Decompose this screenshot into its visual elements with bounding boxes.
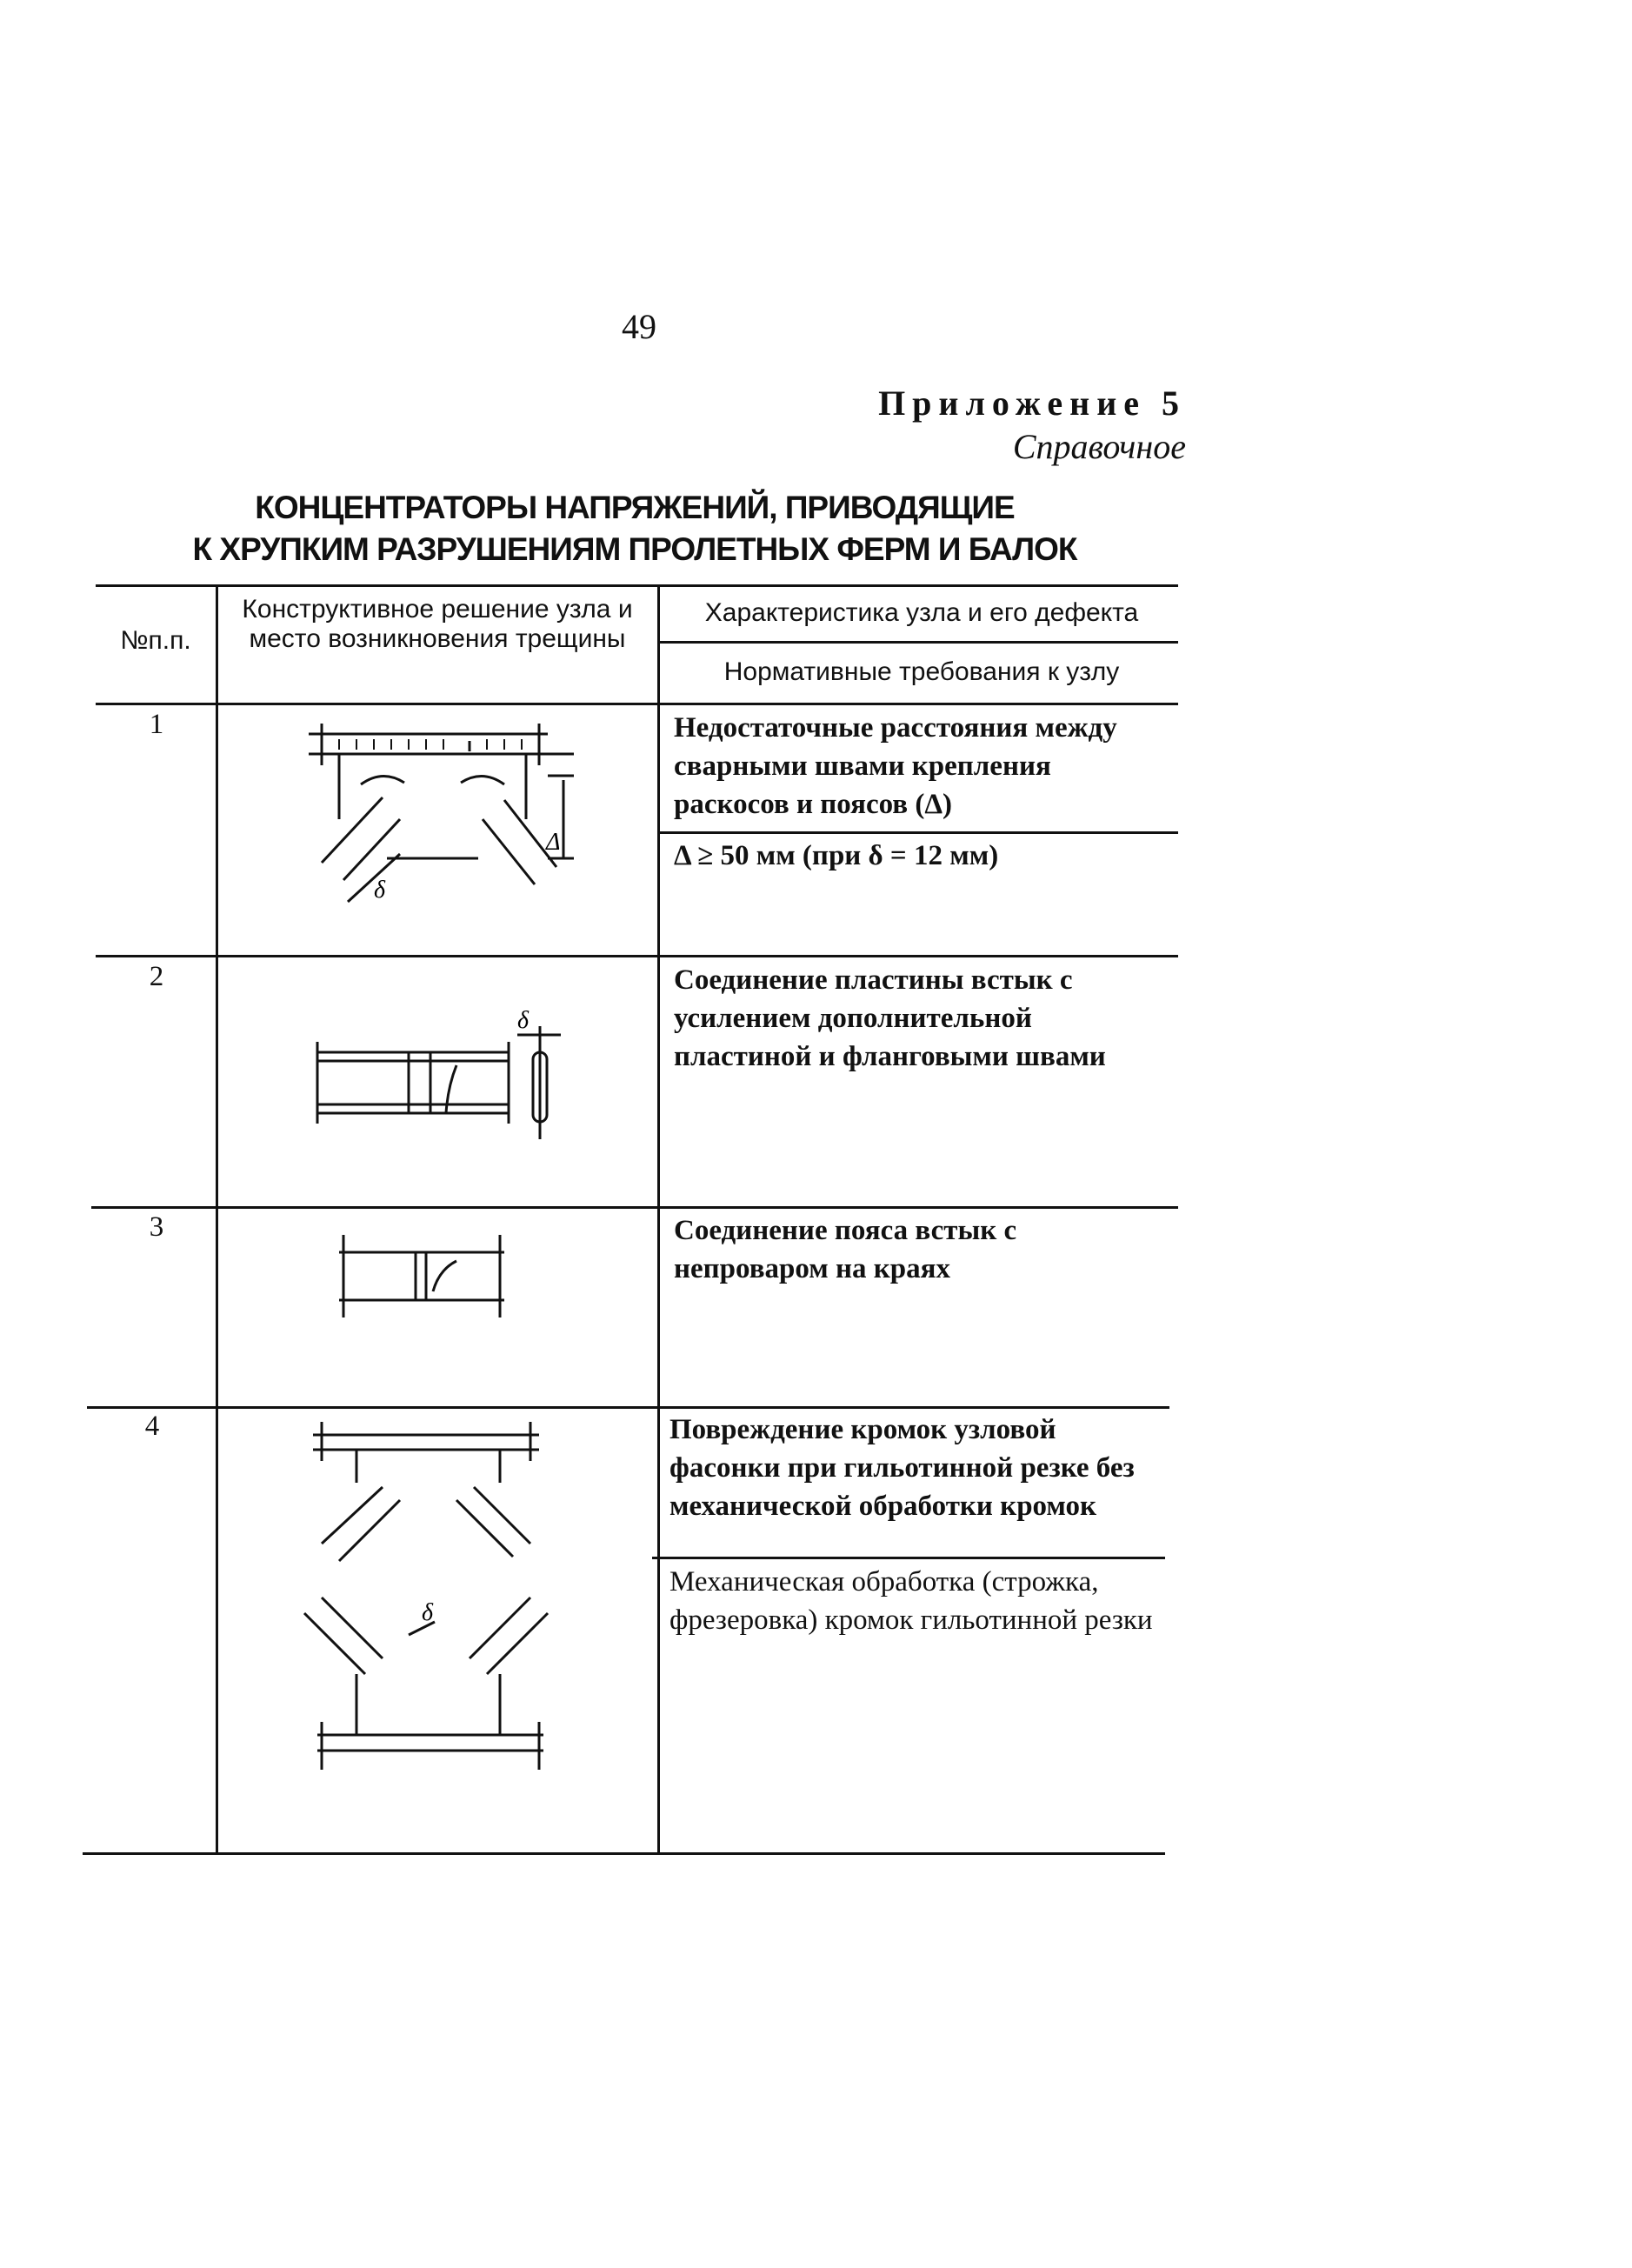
row-characteristic: Соединение пояса встык с непроваром на краях [674, 1215, 1017, 1284]
header-split-rule [659, 641, 1178, 644]
row1-bottom-rule [96, 955, 1178, 957]
row1-split-rule [659, 831, 1178, 834]
row3-bottom-rule [87, 1406, 1169, 1409]
row2-bottom-rule [91, 1206, 1178, 1209]
row-requirement: Механическая обработка (строжка, фрезеровка) кромок гильотинной резки [669, 1566, 1153, 1636]
row-characteristic: Соединение пластины встык с усилением дополнительной пластиной и фланговыми швами [674, 964, 1106, 1072]
page-number: 49 [622, 307, 656, 346]
row-characteristic: Повреждение кромок узловой фасонки при гильотинной резке без механической обработки кромок [669, 1414, 1135, 1522]
delta-label: Δ [546, 829, 561, 856]
header-number: №п.п. [120, 626, 191, 655]
row-requirement: Δ ≥ 50 мм (при δ = 12 мм) [674, 840, 999, 871]
chord-butt-joint-icon [330, 1231, 522, 1326]
truss-node-gusset-icon [287, 715, 583, 941]
appendix-type: Справочное [1012, 427, 1186, 466]
row-characteristic: Недостаточные расстояния между сварными швами крепления раскосов и поясов (Δ) [674, 712, 1117, 820]
plate-butt-joint-icon [309, 1000, 570, 1148]
header-bottom-rule [96, 703, 1178, 705]
row-number: 4 [144, 1411, 160, 1442]
header-design: Конструктивное решение узла и место возникновения трещины [242, 595, 633, 653]
gusset-edge-cut-icon [287, 1413, 574, 1813]
document-title-line-2: К ХРУПКИМ РАЗРУШЕНИЯМ ПРОЛЕТНЫХ ФЕРМ И БАЛОК [192, 531, 1077, 567]
small-delta-label: δ [517, 1007, 530, 1034]
row-number: 3 [149, 1211, 164, 1243]
row-number: 1 [149, 709, 164, 740]
row4-split-rule [652, 1557, 1165, 1559]
row-number: 2 [149, 961, 164, 992]
header-requirements: Нормативные требования к узлу [723, 657, 1120, 686]
table-bottom-rule [83, 1852, 1165, 1855]
header-characteristic: Характеристика узла и его дефекта [704, 598, 1139, 627]
small-delta-label: δ [374, 877, 386, 904]
document-title-line-1: КОНЦЕНТРАТОРЫ НАПРЯЖЕНИЙ, ПРИВОДЯЩИЕ [255, 490, 1015, 525]
appendix-label: Приложение 5 [878, 384, 1186, 423]
column-rule-2 [657, 584, 660, 1852]
small-delta-label: δ [422, 1599, 434, 1626]
document-title [157, 487, 1113, 570]
table-top-rule [96, 584, 1178, 587]
column-rule-1 [216, 584, 218, 1852]
